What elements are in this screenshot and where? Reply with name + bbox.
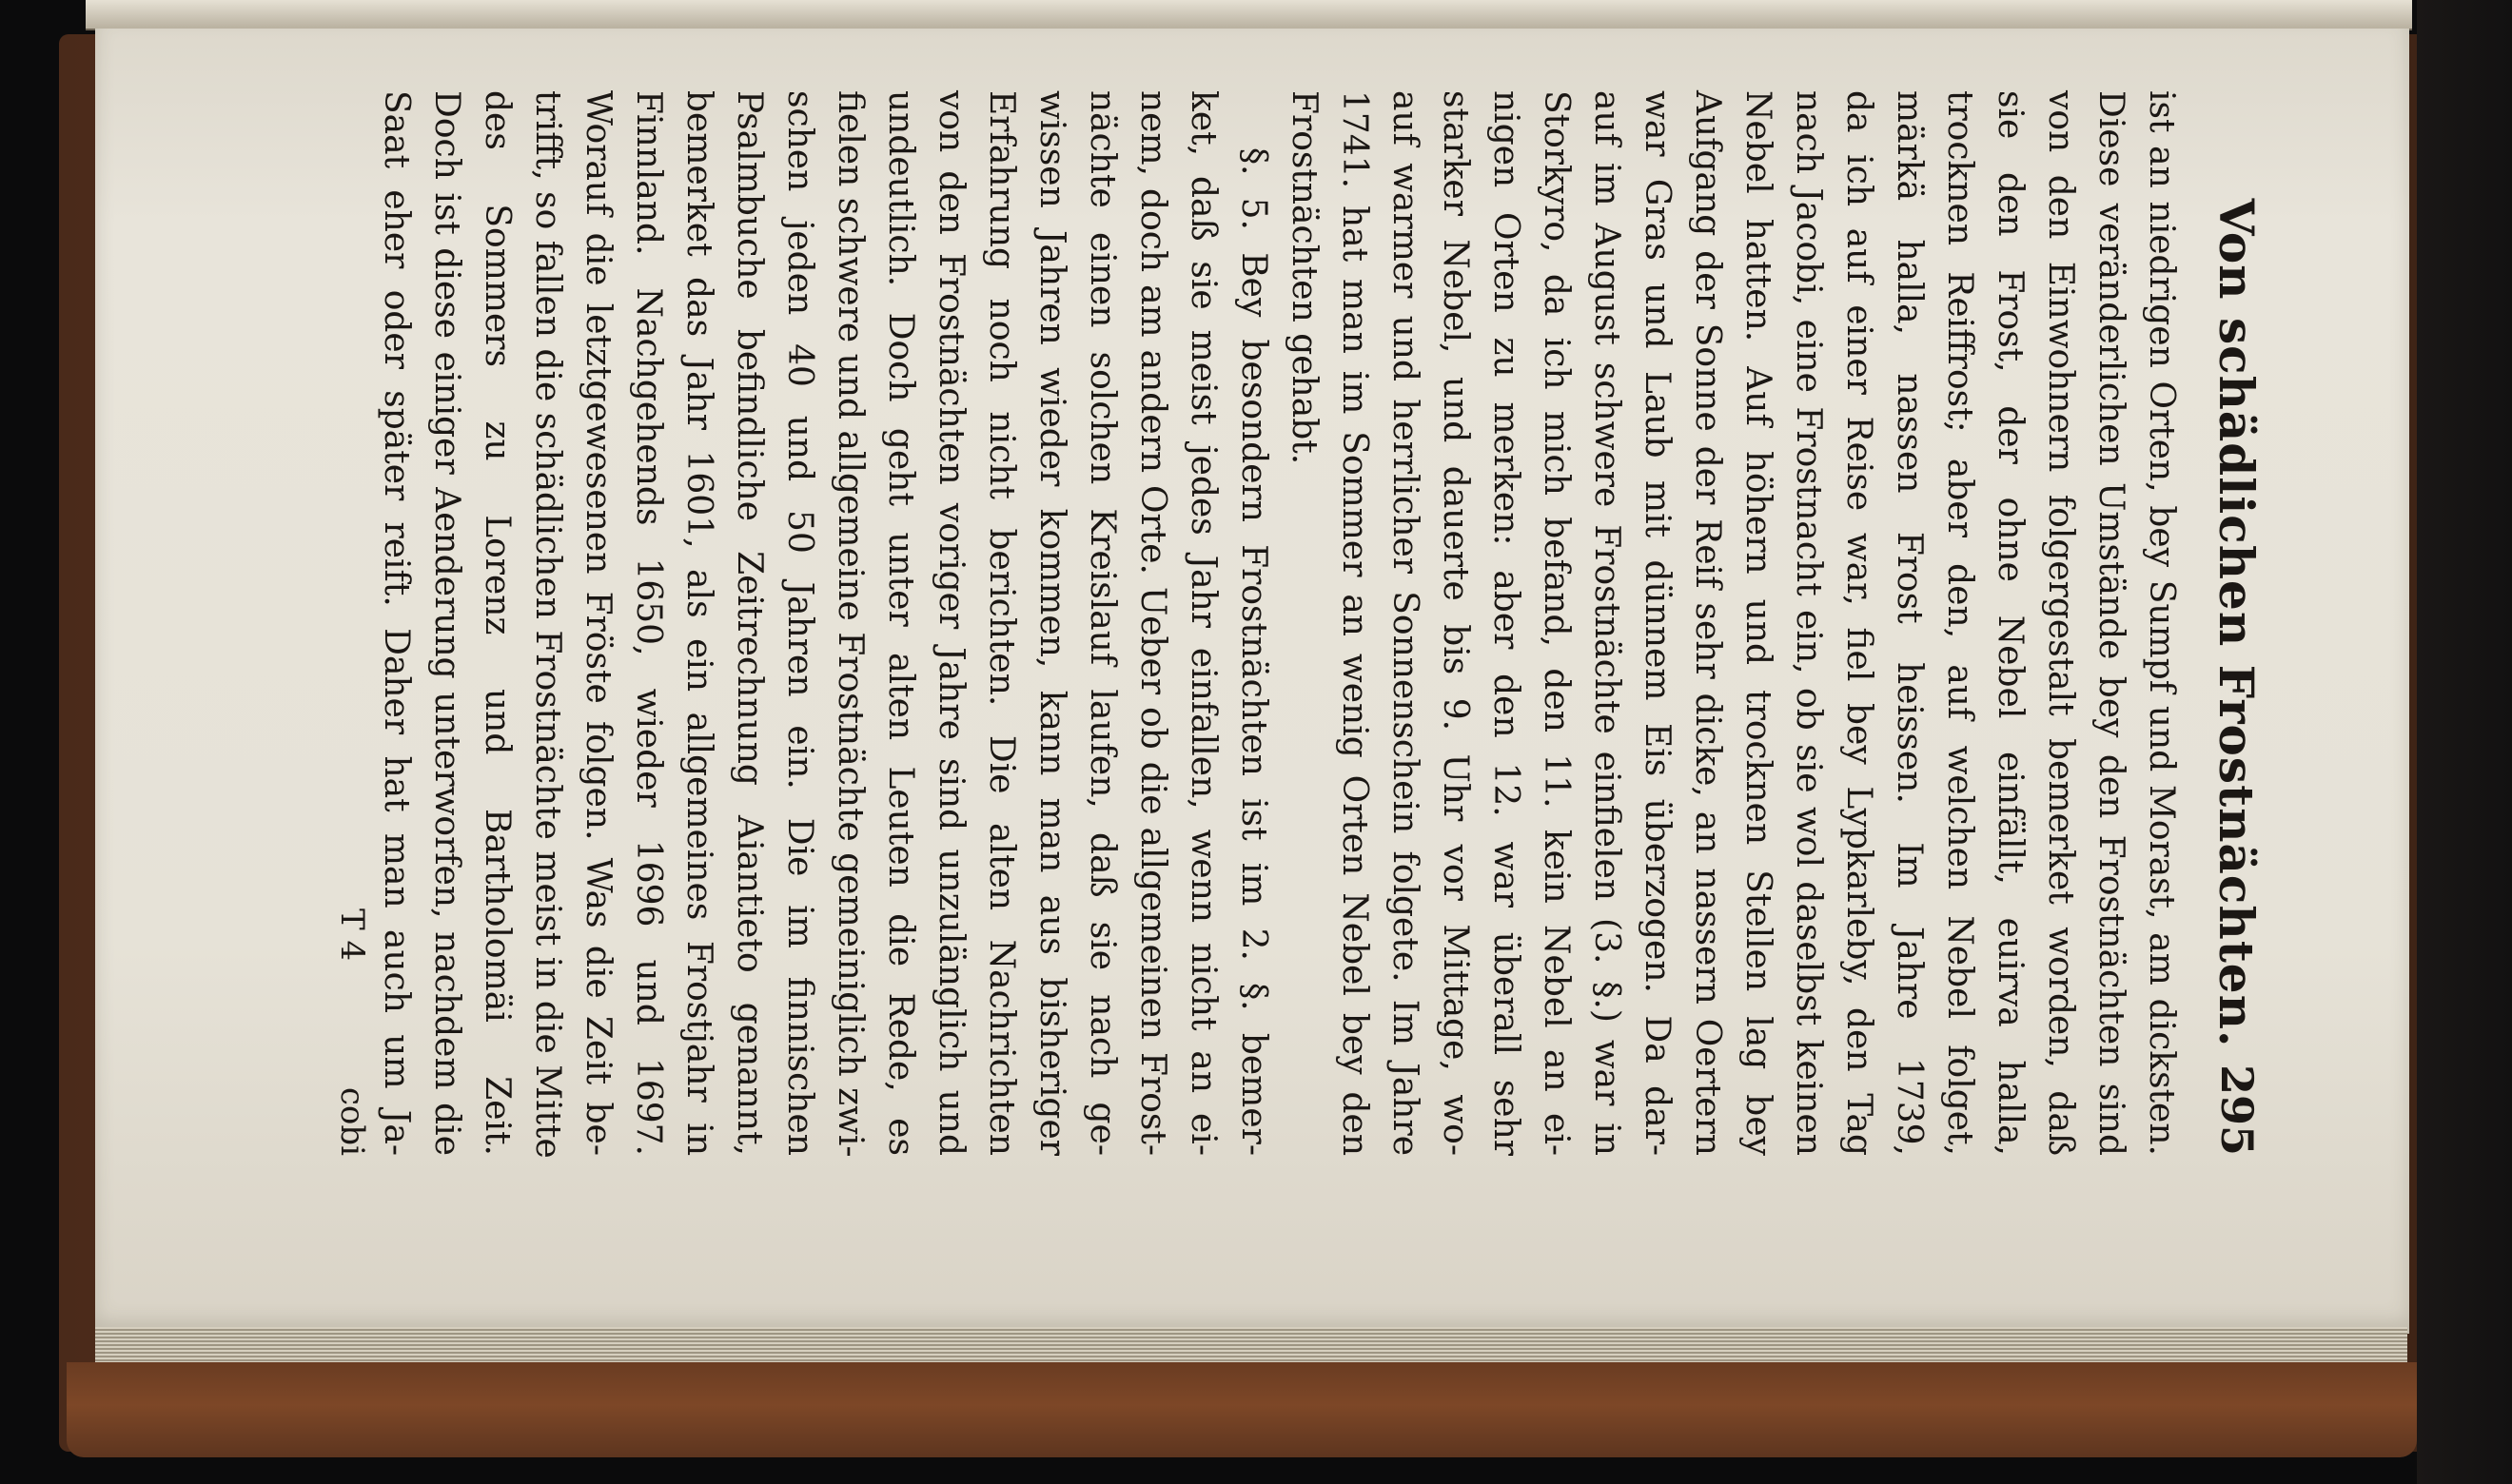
text-line: 1741. hat man im Sommer an wenig Orten Nebel bey den (1335, 90, 1374, 1156)
page-footer (318, 90, 371, 1156)
text-line: von den Frostnächten voriger Jahre sind unzulänglich und (932, 90, 971, 1156)
running-header (2206, 90, 2265, 1156)
text-line: bemerket das Jahr 1601, als ein allgemeines Frostjahr in (679, 90, 718, 1156)
text-line: wissen Jahren wieder kommen, kann man aus bisheriger (1032, 90, 1071, 1156)
body-text (371, 90, 2187, 1159)
previous-page-edge (86, 0, 2412, 30)
text-line: da ich auf einer Reise war, fiel bey Lypkarleby, den Tag (1839, 90, 1878, 1156)
text-line: war Gras und Laub mit dünnem Eis überzogen. Da dar- (1638, 90, 1677, 1156)
text-line: starker Nebel, und dauerte bis 9. Uhr vor Mittage, wo- (1436, 90, 1475, 1156)
text-line: §. 5. Bey besondern Frostnächten ist im 2. §. bemer- (1234, 147, 1273, 1156)
text-line: ket, daß sie meist jedes Jahr einfallen, wenn nicht an ei- (1184, 90, 1223, 1156)
text-line: Diese veränderlichen Umstände bey den Frostnächten sind (2091, 90, 2130, 1156)
text-line: auf im August schwere Frostnächte einfielen (3. §.) war in (1587, 90, 1626, 1156)
text-line: Nebel hatten. Auf höhern und trocknen Stellen lag bey (1738, 90, 1777, 1156)
text-line: nach Jacobi, eine Frostnacht ein, ob sie wol daselbst keinen (1789, 90, 1828, 1156)
text-line: auf warmer und herrlicher Sonnenschein folgete. Im Jahre (1385, 90, 1424, 1156)
text-line: Doch ist diese einiger Aenderung unterworfen, nachdem die (427, 90, 466, 1156)
text-line: Worauf die letztgewesenen Fröste folgen. Was die Zeit be- (579, 90, 618, 1156)
text-line: nigen Orten zu merken: aber den 12. war überall sehr (1486, 90, 1525, 1156)
text-line: Storkyro, da ich mich befand, den 11. kein Nebel an ei- (1537, 90, 1576, 1156)
text-line: märkä halla, nassen Frost heissen. Im Jahre 1739, (1890, 90, 1929, 1156)
book-cover-bottom (67, 1362, 2417, 1457)
text-line: undeutlich. Doch geht unter alten Leuten die Rede, es (881, 90, 920, 1156)
text-line: Erfahrung noch nicht berichten. Die alten Nachrichten (982, 90, 1021, 1156)
text-line: sie den Frost, der ohne Nebel einfällt, euirva halla, (1991, 90, 2030, 1156)
text-line: nem, doch am andern Orte. Ueber ob die allgemeinen Frost- (1133, 90, 1172, 1156)
page-text-block (233, 90, 2265, 1159)
text-line: ist an niedrigen Orten, bey Sumpf und Morast, am dicksten. (2142, 90, 2181, 1156)
page-title: Von schädlichen Frostnächten. (2208, 198, 2265, 1048)
text-line: fielen schwere und allgemeine Frostnächte gemeiniglich zwi- (831, 90, 870, 1158)
text-line: Frostnächten gehabt. (1285, 90, 1324, 465)
page-number: 295 (2211, 1064, 2263, 1156)
text-line: schen jeden 40 und 50 Jahren ein. Die im finnischen (780, 90, 819, 1156)
text-line: trocknen Reiffrost; aber den, auf welchen Nebel folget, (1940, 90, 1979, 1156)
catchword: cobi (333, 1086, 371, 1156)
text-line: nächte einen solchen Kreislauf laufen, daß sie nach ge- (1083, 90, 1122, 1156)
text-line: des Sommers zu Lorenz und Bartholomäi Zeit. (478, 90, 517, 1156)
text-line: Aufgang der Sonne der Reif sehr dicke, an nassern Oertern (1688, 90, 1727, 1156)
text-line: trifft, so fallen die schädlichen Frostnächte meist in die Mitte (528, 90, 567, 1159)
text-line: Psalmbuche befindliche Zeitrechnung Aiantieto genannt, (730, 90, 769, 1156)
signature-mark: T 4 (333, 908, 371, 962)
text-line: Saat eher oder später reift. Daher hat man auch um Ja- (377, 90, 416, 1156)
text-line: von den Einwohnern folgergestalt bemerket worden, daß (2041, 90, 2080, 1156)
dark-background (2417, 0, 2512, 1484)
text-line: Finnland. Nachgehends 1650, wieder 1696 und 1697. (629, 90, 668, 1156)
